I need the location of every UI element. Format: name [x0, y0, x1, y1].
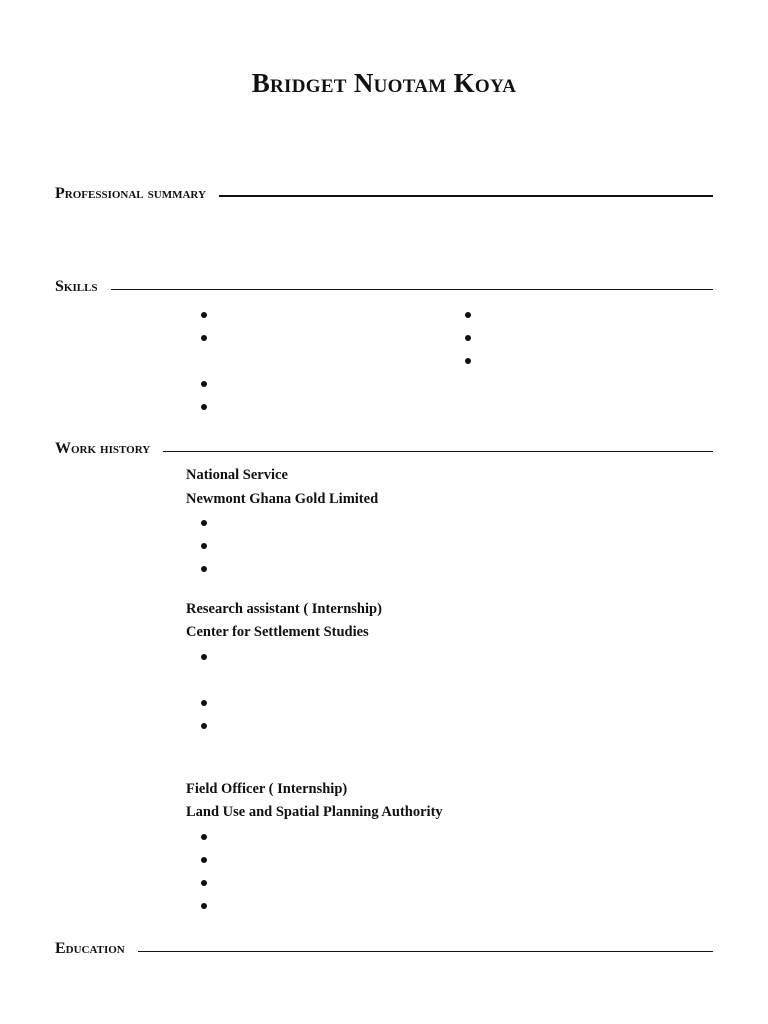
job-bullet — [201, 654, 207, 660]
job-bullet — [201, 566, 207, 572]
job-company: Center for Settlement Studies — [186, 624, 369, 640]
job-bullet — [201, 543, 207, 549]
job-bullet — [201, 857, 207, 863]
resume-name: Bridget Nuotam Koya — [251, 68, 517, 98]
skill-bullet — [465, 335, 471, 341]
skill-bullet — [201, 381, 207, 387]
job-bullet — [201, 880, 207, 886]
section-skills — [55, 278, 713, 296]
job-title: National Service — [186, 467, 288, 483]
section-education — [55, 940, 713, 958]
section-divider — [219, 195, 713, 197]
job-bullet — [201, 700, 207, 706]
skill-bullet — [201, 404, 207, 410]
section-work-history — [55, 440, 713, 458]
section-divider — [163, 451, 713, 452]
skill-bullet — [201, 312, 207, 318]
section-title-professional-summary: Professional summary — [55, 185, 206, 202]
section-title-work-history: Work history — [55, 440, 151, 457]
job-bullet — [201, 520, 207, 526]
skill-bullet — [201, 335, 207, 341]
section-divider — [111, 289, 713, 290]
job-bullet — [201, 903, 207, 909]
job-bullet — [201, 834, 207, 840]
job-title: Research assistant ( Internship) — [186, 601, 382, 617]
section-professional-summary — [55, 185, 713, 203]
skill-bullet — [465, 358, 471, 364]
job-company: Land Use and Spatial Planning Authority — [186, 804, 443, 820]
section-title-skills: Skills — [55, 278, 98, 295]
job-title: Field Officer ( Internship) — [186, 781, 348, 797]
section-divider — [138, 951, 713, 952]
job-company: Newmont Ghana Gold Limited — [186, 491, 379, 507]
section-title-education: Education — [55, 940, 125, 957]
job-bullet — [201, 723, 207, 729]
skill-bullet — [465, 312, 471, 318]
